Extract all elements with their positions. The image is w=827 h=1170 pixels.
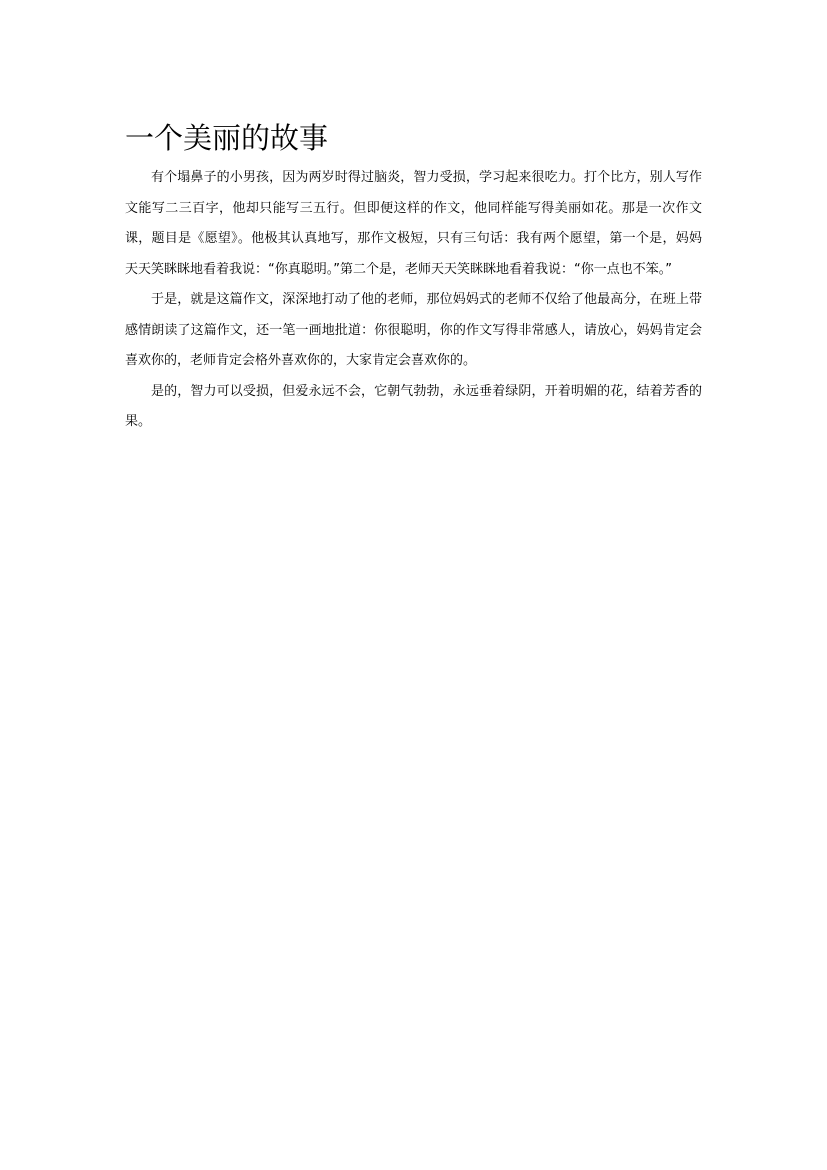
story-body — [125, 163, 702, 438]
paragraph-1: 有个塌鼻子的小男孩，因为两岁时得过脑炎，智力受损，学习起来很吃力。打个比方，别人写作文能写二三百字，他却只能写三五行。但即便这样的作文，他同样能写得美丽如花。那是一次作文课，题目是《愿望》。他极其认真地写，那作文极短，只有三句话：我有两个愿望，第一个是，妈妈天天笑眯眯地看着我说：“你真聪明。”第二个是，老师天天笑眯眯地看着我说：“你一点也不笨。” — [125, 170, 702, 277]
paragraph-3: 是的，智力可以受损，但爱永远不会，它朝气勃勃，永远垂着绿阴，开着明媚的花，结着芳香的果。 — [125, 383, 702, 429]
paragraph-2: 于是，就是这篇作文，深深地打动了他的老师，那位妈妈式的老师不仅给了他最高分，在班上带感情朗读了这篇作文，还一笔一画地批道：你很聪明，你的作文写得非常感人，请放心，妈妈肯定会喜欢你的，老师肯定会格外喜欢你的，大家肯定会喜欢你的。 — [125, 292, 702, 368]
page-title: 一个美丽的故事 — [125, 121, 329, 155]
